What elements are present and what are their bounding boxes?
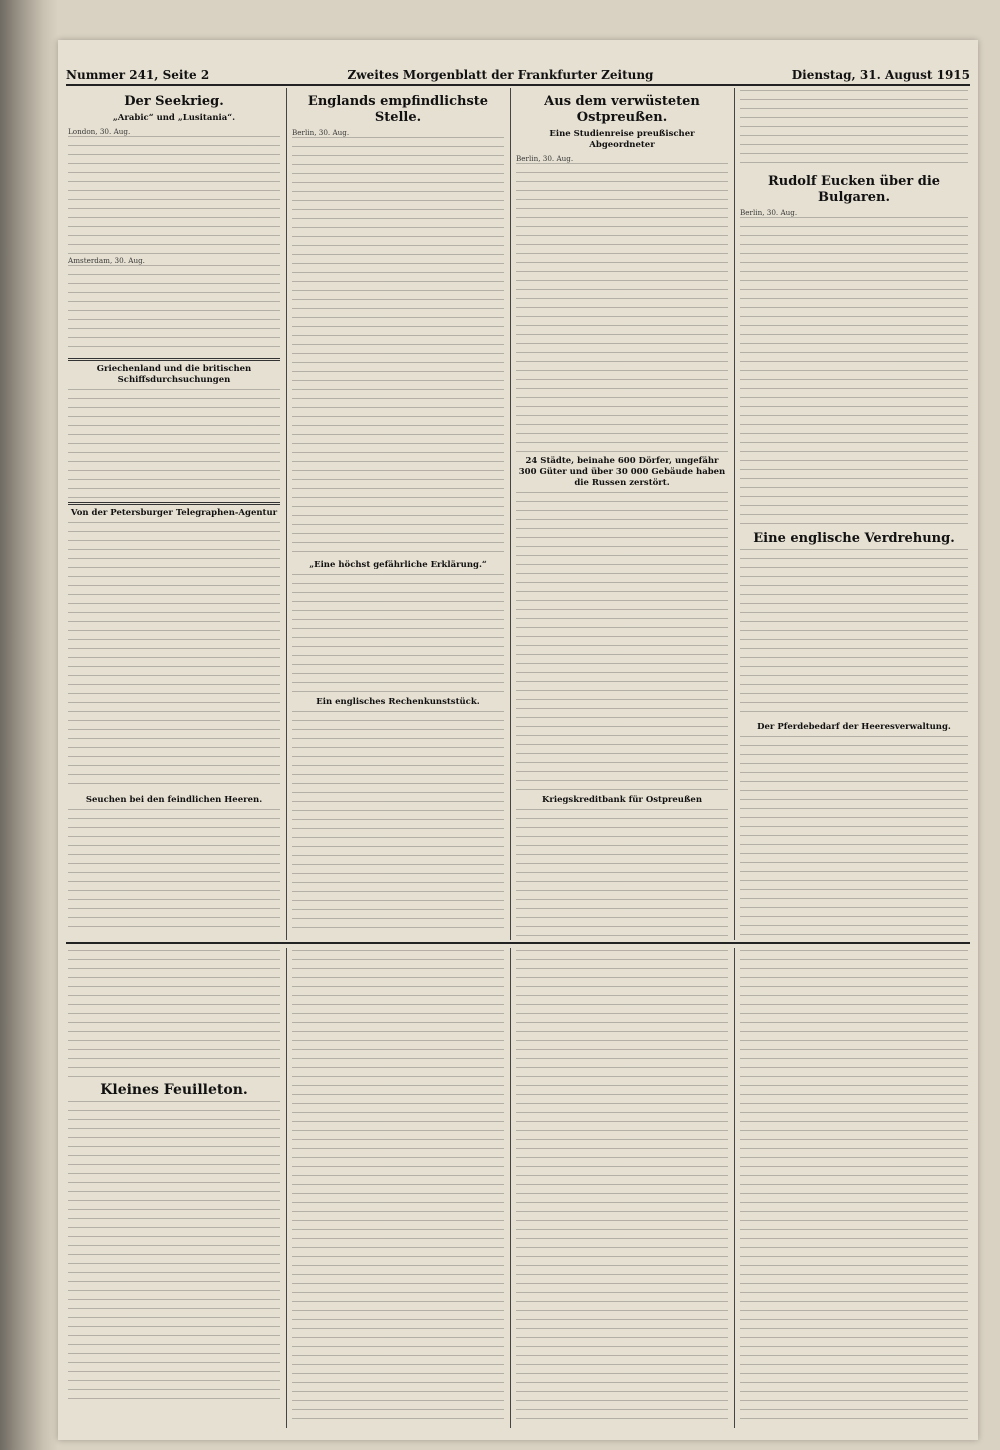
text-block bbox=[292, 137, 504, 557]
text-block bbox=[68, 950, 280, 1080]
subhead-studienreise: Eine Studienreise preußischer Abgeordneter bbox=[549, 129, 695, 150]
column-rule bbox=[510, 88, 511, 940]
text-block bbox=[68, 522, 280, 792]
masthead-date: Dienstag, 31. August 1915 bbox=[791, 68, 970, 82]
dateline: Berlin, 30. Aug. bbox=[740, 208, 798, 217]
text-block bbox=[516, 163, 728, 453]
headline-verdrehung: Eine englische Verdrehung. bbox=[753, 531, 955, 546]
feuilleton-column-4 bbox=[740, 950, 968, 1430]
text-block bbox=[68, 265, 280, 355]
text-block bbox=[516, 492, 728, 792]
text-block bbox=[516, 950, 728, 1420]
article-column-1 bbox=[68, 90, 280, 936]
headline-feuilleton: Kleines Feuilleton. bbox=[100, 1082, 248, 1098]
subhead-staedte: 24 Städte, beinahe 600 Dörfer, ungefähr 300 Güter und über 30 000 Gebäude haben die Russen zerstört. bbox=[518, 456, 726, 488]
text-block bbox=[740, 217, 968, 527]
subhead-pferdebedarf: Der Pferdebedarf der Heeresverwaltung. bbox=[757, 722, 951, 732]
section-divider bbox=[66, 942, 970, 944]
article-column-4 bbox=[740, 90, 968, 936]
article-column-3 bbox=[516, 90, 728, 936]
text-block bbox=[68, 1101, 280, 1401]
text-block bbox=[740, 549, 968, 719]
section-rule bbox=[68, 358, 280, 361]
feuilleton-column-1 bbox=[68, 950, 280, 1430]
column-rule bbox=[286, 948, 287, 1428]
text-block bbox=[292, 574, 504, 694]
text-block bbox=[740, 736, 968, 936]
book-binding bbox=[0, 0, 58, 1450]
feuilleton-column-3 bbox=[516, 950, 728, 1430]
text-block bbox=[68, 809, 280, 929]
text-block bbox=[292, 711, 504, 936]
masthead-issue: Nummer 241, Seite 2 bbox=[66, 68, 210, 82]
subhead-kriegskreditbank: Kriegskreditbank für Ostpreußen bbox=[541, 795, 703, 805]
feuilleton-column-2 bbox=[292, 950, 504, 1430]
dateline: Berlin, 30. Aug. bbox=[292, 128, 350, 137]
text-block bbox=[740, 950, 968, 1420]
headline-seekrieg: Der Seekrieg. bbox=[124, 94, 224, 109]
subhead-petersburger: Von der Petersburger Telegraphen-Agentur bbox=[70, 508, 278, 518]
text-block bbox=[68, 389, 280, 499]
headline-ostpreussen: Aus dem verwüsteten Ostpreußen. bbox=[544, 94, 700, 125]
subhead-arabic: „Arabic“ und „Lusitania“. bbox=[112, 113, 236, 123]
column-rule bbox=[734, 948, 735, 1428]
column-rule bbox=[510, 948, 511, 1428]
subhead-rechenkunst: Ein englisches Rechenkunststück. bbox=[316, 697, 480, 707]
text-block bbox=[292, 950, 504, 1420]
headline-englands: Englands empfindlichste Stelle. bbox=[307, 94, 489, 125]
subhead-griechenland: Griechenland und die britischen Schiffsdurchsuchungen bbox=[96, 364, 252, 385]
headline-eucken: Rudolf Eucken über die Bulgaren. bbox=[767, 174, 941, 205]
text-block bbox=[516, 809, 728, 936]
subhead-seuchen: Seuchen bei den feindlichen Heeren. bbox=[85, 795, 263, 805]
column-rule bbox=[734, 88, 735, 940]
column-rule bbox=[286, 88, 287, 940]
newspaper-page bbox=[58, 40, 978, 1440]
subhead-erklaerung: „Eine höchst gefährliche Erklärung.“ bbox=[309, 560, 487, 570]
dateline: Berlin, 30. Aug. bbox=[516, 154, 574, 163]
dateline: London, 30. Aug. bbox=[68, 127, 131, 136]
text-block bbox=[740, 90, 968, 170]
masthead-title: Zweites Morgenblatt der Frankfurter Zeitung bbox=[347, 68, 654, 82]
dateline: Amsterdam, 30. Aug. bbox=[68, 256, 145, 265]
masthead bbox=[66, 60, 970, 86]
article-column-2 bbox=[292, 90, 504, 936]
text-block bbox=[68, 136, 280, 256]
section-rule bbox=[68, 502, 280, 505]
